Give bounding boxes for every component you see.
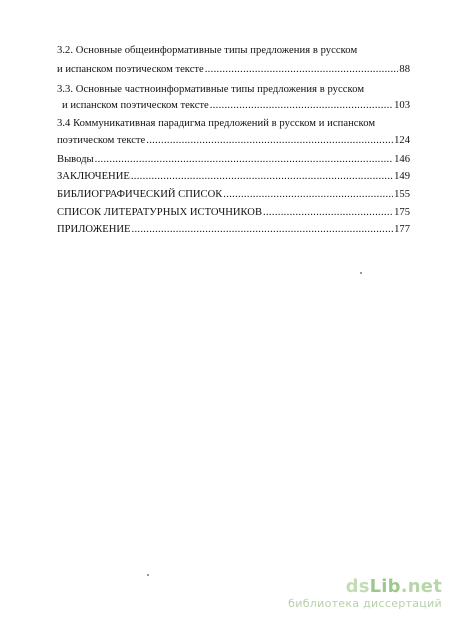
toc-entry-3-2[interactable]	[57, 63, 410, 76]
toc-leader-dots	[146, 134, 393, 147]
toc-leader-dots	[132, 223, 394, 236]
toc-page-number: 124	[394, 135, 410, 146]
toc-leader-dots	[95, 153, 393, 166]
toc-page-number: 175	[394, 207, 410, 218]
toc-leader-dots	[223, 188, 393, 201]
dslib-logo: dsLib.net	[345, 576, 442, 597]
toc-entry-sources[interactable]	[57, 206, 410, 219]
toc-entry-appendix[interactable]	[57, 223, 410, 236]
toc-page-number: 155	[394, 189, 410, 200]
toc-entry-3-4[interactable]	[57, 134, 410, 147]
toc-entry-3-4-line1: 3.4 Коммуникативная парадигма предложений в русском и испанском	[57, 118, 376, 129]
toc-page-number: 103	[394, 100, 410, 111]
toc-entry-label: БИБЛИОГРАФИЧЕСКИЙ СПИСОК	[57, 189, 223, 200]
toc-entry-3-2-line2: и испанском поэтическом тексте	[57, 64, 204, 75]
toc-entry-label: СПИСОК ЛИТЕРАТУРНЫХ ИСТОЧНИКОВ	[57, 207, 263, 218]
toc-entry-bibliography[interactable]	[57, 188, 410, 201]
toc-entry-label: ЗАКЛЮЧЕНИЕ	[57, 171, 130, 182]
toc-leader-dots	[205, 63, 399, 76]
toc-entry-3-2-line1: 3.2. Основные общеинформативные типы предложения в русском	[57, 45, 358, 56]
toc-leader-dots	[131, 170, 393, 183]
toc-entry-label: ПРИЛОЖЕНИЕ	[57, 224, 131, 235]
scan-speck	[360, 272, 362, 274]
toc-leader-dots	[210, 99, 393, 112]
toc-leader-dots	[263, 206, 393, 219]
toc-entry-label: Выводы	[57, 154, 94, 165]
toc-entry-3-3-line2: и испанском поэтическом тексте	[62, 100, 209, 111]
toc-entry-conclusions[interactable]	[57, 153, 410, 166]
dslib-watermark	[288, 577, 442, 610]
scan-speck	[147, 574, 149, 576]
toc-page-number: 177	[394, 224, 410, 235]
toc-page-number: 146	[394, 154, 410, 165]
toc-page-number: 88	[399, 64, 410, 75]
toc-entry-3-3[interactable]	[62, 99, 410, 112]
toc-entry-zaklyuchenie[interactable]	[57, 170, 410, 183]
toc-entry-3-3-line1: 3.3. Основные частноинформативные типы предложения в русском	[57, 84, 365, 95]
toc-entry-3-4-line2: поэтическом тексте	[57, 135, 146, 146]
dslib-subtitle: библиотека диссертаций	[288, 597, 442, 610]
toc-page-number: 149	[394, 171, 410, 182]
